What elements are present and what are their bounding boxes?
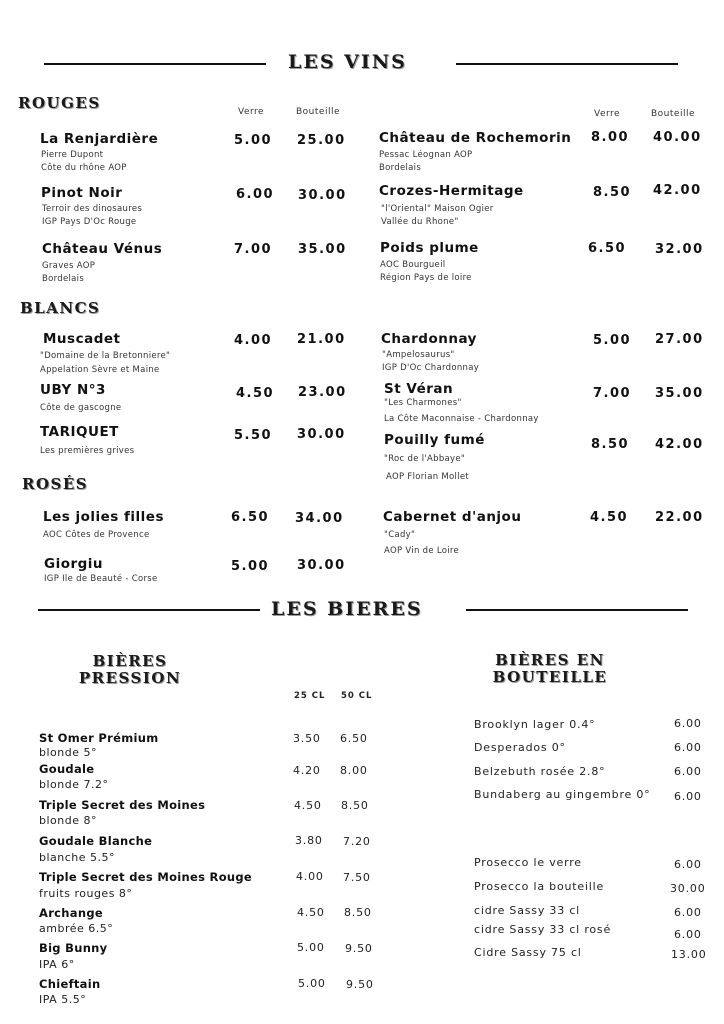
wine-name: Giorgiu <box>44 556 104 572</box>
price-25cl: 4.20 <box>293 764 321 777</box>
price-bouteille: 23.00 <box>298 385 347 400</box>
wine-sub: AOP Vin de Loire <box>384 546 460 556</box>
bottle-name: Belzebuth rosée 2.8° <box>474 765 606 778</box>
extra-price: 13.00 <box>671 948 707 961</box>
price-25cl: 4.00 <box>296 870 324 883</box>
bottle-name: Bundaberg au gingembre 0° <box>474 788 651 801</box>
wine-sub: Côte du rhône AOP <box>41 163 127 173</box>
price-bouteille: 34.00 <box>295 511 344 526</box>
price-verre: 6.50 <box>588 241 627 256</box>
wine-sub: IGP D'Oc Chardonnay <box>382 363 480 373</box>
price-verre: 7.00 <box>234 242 273 257</box>
wine-sub: Côte de gascogne <box>40 403 122 413</box>
bieres-rule-right <box>466 609 688 611</box>
wine-sub: AOC Bourgueil <box>380 260 446 270</box>
col-bouteille-left: Bouteille <box>296 107 340 117</box>
price-50cl: 7.50 <box>343 871 371 884</box>
beer-desc: blonde 8° <box>39 814 97 827</box>
price-bouteille: 40.00 <box>653 130 702 145</box>
beer-name: Big Bunny <box>39 941 108 955</box>
price-verre: 7.00 <box>593 386 632 401</box>
wine-name: Poids plume <box>380 240 479 256</box>
price-50cl: 7.20 <box>343 835 371 848</box>
extra-price: 30.00 <box>670 882 706 895</box>
price-verre: 5.00 <box>234 133 273 148</box>
price-50cl: 8.50 <box>344 906 372 919</box>
price-25cl: 4.50 <box>294 799 322 812</box>
vins-rule-left <box>44 63 266 65</box>
blancs-title: BLANCS <box>20 299 101 317</box>
wine-sub: Pierre Dupont <box>41 150 104 160</box>
beer-name: Archange <box>39 906 103 920</box>
col-25cl: 25 CL <box>294 691 326 701</box>
wine-sub: "Roc de l'Abbaye" <box>384 454 466 464</box>
extra-price: 6.00 <box>674 906 702 919</box>
bottle-price: 6.00 <box>674 765 702 778</box>
wine-name: Chardonnay <box>381 331 477 347</box>
price-bouteille: 42.00 <box>653 183 702 198</box>
price-verre: 8.50 <box>593 185 632 200</box>
wine-sub: "Domaine de la Bretonniere" <box>40 351 171 361</box>
price-25cl: 3.80 <box>295 834 323 847</box>
bottle-price: 6.00 <box>674 790 702 803</box>
price-25cl: 5.00 <box>297 941 325 954</box>
wine-sub: "Ampelosaurus" <box>382 350 455 360</box>
col-verre-left: Verre <box>238 107 265 117</box>
wine-sub: Terroir des dinosaures <box>42 204 143 214</box>
price-bouteille: 35.00 <box>655 386 704 401</box>
bouteille-title-line1: BIÈRES EN <box>495 651 605 669</box>
vins-title: LES VINS <box>288 51 407 73</box>
rouges-title: ROUGES <box>18 94 101 112</box>
pression-title-line1: BIÈRES <box>92 652 168 670</box>
wine-name: St Véran <box>384 381 454 397</box>
wine-name: Muscadet <box>43 331 121 347</box>
col-verre-right: Verre <box>594 109 621 119</box>
price-bouteille: 30.00 <box>298 188 347 203</box>
bouteille-title-line2: BOUTEILLE <box>492 668 608 686</box>
wine-sub: Graves AOP <box>42 261 96 271</box>
price-verre: 5.00 <box>231 559 270 574</box>
price-50cl: 9.50 <box>346 978 374 991</box>
roses-title: ROSÉS <box>22 475 89 493</box>
wine-name: La Renjardière <box>40 131 159 147</box>
beer-desc: blonde 7.2° <box>39 778 109 791</box>
wine-name: Château de Rochemorin <box>379 130 572 146</box>
price-50cl: 8.00 <box>340 764 368 777</box>
beer-name: Chieftain <box>39 977 101 991</box>
wine-name: Pinot Noir <box>41 185 123 201</box>
wine-sub: IGP Pays D'Oc Rouge <box>42 217 137 227</box>
wine-sub: Vallée du Rhone" <box>381 217 459 227</box>
beer-desc: blanche 5.5° <box>39 851 116 864</box>
price-bouteille: 30.00 <box>297 427 346 442</box>
price-bouteille: 35.00 <box>298 242 347 257</box>
wine-name: Pouilly fumé <box>384 432 485 448</box>
wine-name: TARIQUET <box>40 424 119 440</box>
price-verre: 5.50 <box>234 428 273 443</box>
extra-name: cidre Sassy 33 cl rosé <box>474 923 612 936</box>
price-verre: 8.50 <box>591 437 630 452</box>
price-verre: 4.00 <box>234 333 273 348</box>
bottle-price: 6.00 <box>674 717 702 730</box>
wine-sub: Bordelais <box>42 274 85 284</box>
price-25cl: 4.50 <box>297 906 325 919</box>
beer-name: Goudale <box>39 762 95 776</box>
price-25cl: 5.00 <box>298 977 326 990</box>
wine-sub: Bordelais <box>379 163 422 173</box>
wine-sub: La Côte Maconnaise - Chardonnay <box>384 414 539 424</box>
beer-name: Goudale Blanche <box>39 834 153 848</box>
price-50cl: 8.50 <box>341 799 369 812</box>
beer-name: Triple Secret des Moines <box>39 798 206 812</box>
price-verre: 4.50 <box>236 386 275 401</box>
price-bouteille: 27.00 <box>655 332 704 347</box>
bottle-name: Desperados 0° <box>474 741 566 754</box>
price-bouteille: 30.00 <box>297 558 346 573</box>
extra-name: Cidre Sassy 75 cl <box>474 946 582 959</box>
price-verre: 6.50 <box>231 510 270 525</box>
extra-price: 6.00 <box>674 858 702 871</box>
pression-title <box>60 653 200 687</box>
wine-name: Les jolies filles <box>43 509 164 525</box>
price-verre: 6.00 <box>236 187 275 202</box>
beer-desc: IPA 6° <box>39 958 75 971</box>
price-bouteille: 22.00 <box>655 510 704 525</box>
extra-name: cidre Sassy 33 cl <box>474 904 581 917</box>
price-bouteille: 42.00 <box>655 437 704 452</box>
wine-name: Château Vénus <box>42 241 163 257</box>
price-50cl: 9.50 <box>345 942 373 955</box>
price-bouteille: 21.00 <box>297 332 346 347</box>
bottle-name: Brooklyn lager 0.4° <box>474 718 596 731</box>
price-verre: 5.00 <box>593 333 632 348</box>
bieres-title: LES BIERES <box>271 598 423 620</box>
beer-desc: fruits rouges 8° <box>39 887 133 900</box>
col-50cl: 50 CL <box>341 691 373 701</box>
extra-price: 6.00 <box>674 928 702 941</box>
wine-sub: "Cady" <box>384 530 416 540</box>
beer-desc: ambrée 6.5° <box>39 922 114 935</box>
beer-name: Triple Secret des Moines Rouge <box>39 870 253 884</box>
wine-sub: Les premières grives <box>40 446 135 456</box>
bottle-price: 6.00 <box>674 741 702 754</box>
wine-sub: AOC Côtes de Provence <box>43 530 150 540</box>
wine-name: UBY N°3 <box>40 382 106 398</box>
wine-sub: Région Pays de loire <box>380 273 472 283</box>
price-verre: 4.50 <box>590 510 629 525</box>
beer-name: St Omer Prémium <box>39 731 159 745</box>
bieres-rule-left <box>38 609 260 611</box>
wine-sub: "l'Oriental" Maison Ogier <box>381 204 494 214</box>
beer-desc: IPA 5.5° <box>39 993 87 1006</box>
extra-name: Prosecco la bouteille <box>474 880 605 893</box>
price-25cl: 3.50 <box>293 732 321 745</box>
bouteille-title <box>470 652 630 686</box>
vins-rule-right <box>456 63 678 65</box>
wine-sub: IGP Ile de Beauté - Corse <box>44 574 158 584</box>
wine-name: Crozes-Hermitage <box>379 183 524 199</box>
wine-sub: Pessac Léognan AOP <box>379 150 473 160</box>
price-bouteille: 25.00 <box>297 133 346 148</box>
wine-sub: AOP Florian Mollet <box>386 472 470 482</box>
extra-name: Prosecco le verre <box>474 856 582 869</box>
pression-title-line2: PRESSION <box>78 669 182 687</box>
wine-sub: "Les Charmones" <box>384 398 462 408</box>
beer-desc: blonde 5° <box>39 746 97 759</box>
wine-sub: Appelation Sèvre et Maine <box>40 365 160 375</box>
price-50cl: 6.50 <box>340 732 368 745</box>
wine-name: Cabernet d'anjou <box>383 509 522 525</box>
price-verre: 8.00 <box>591 130 630 145</box>
price-bouteille: 32.00 <box>655 242 704 257</box>
col-bouteille-right: Bouteille <box>651 109 695 119</box>
